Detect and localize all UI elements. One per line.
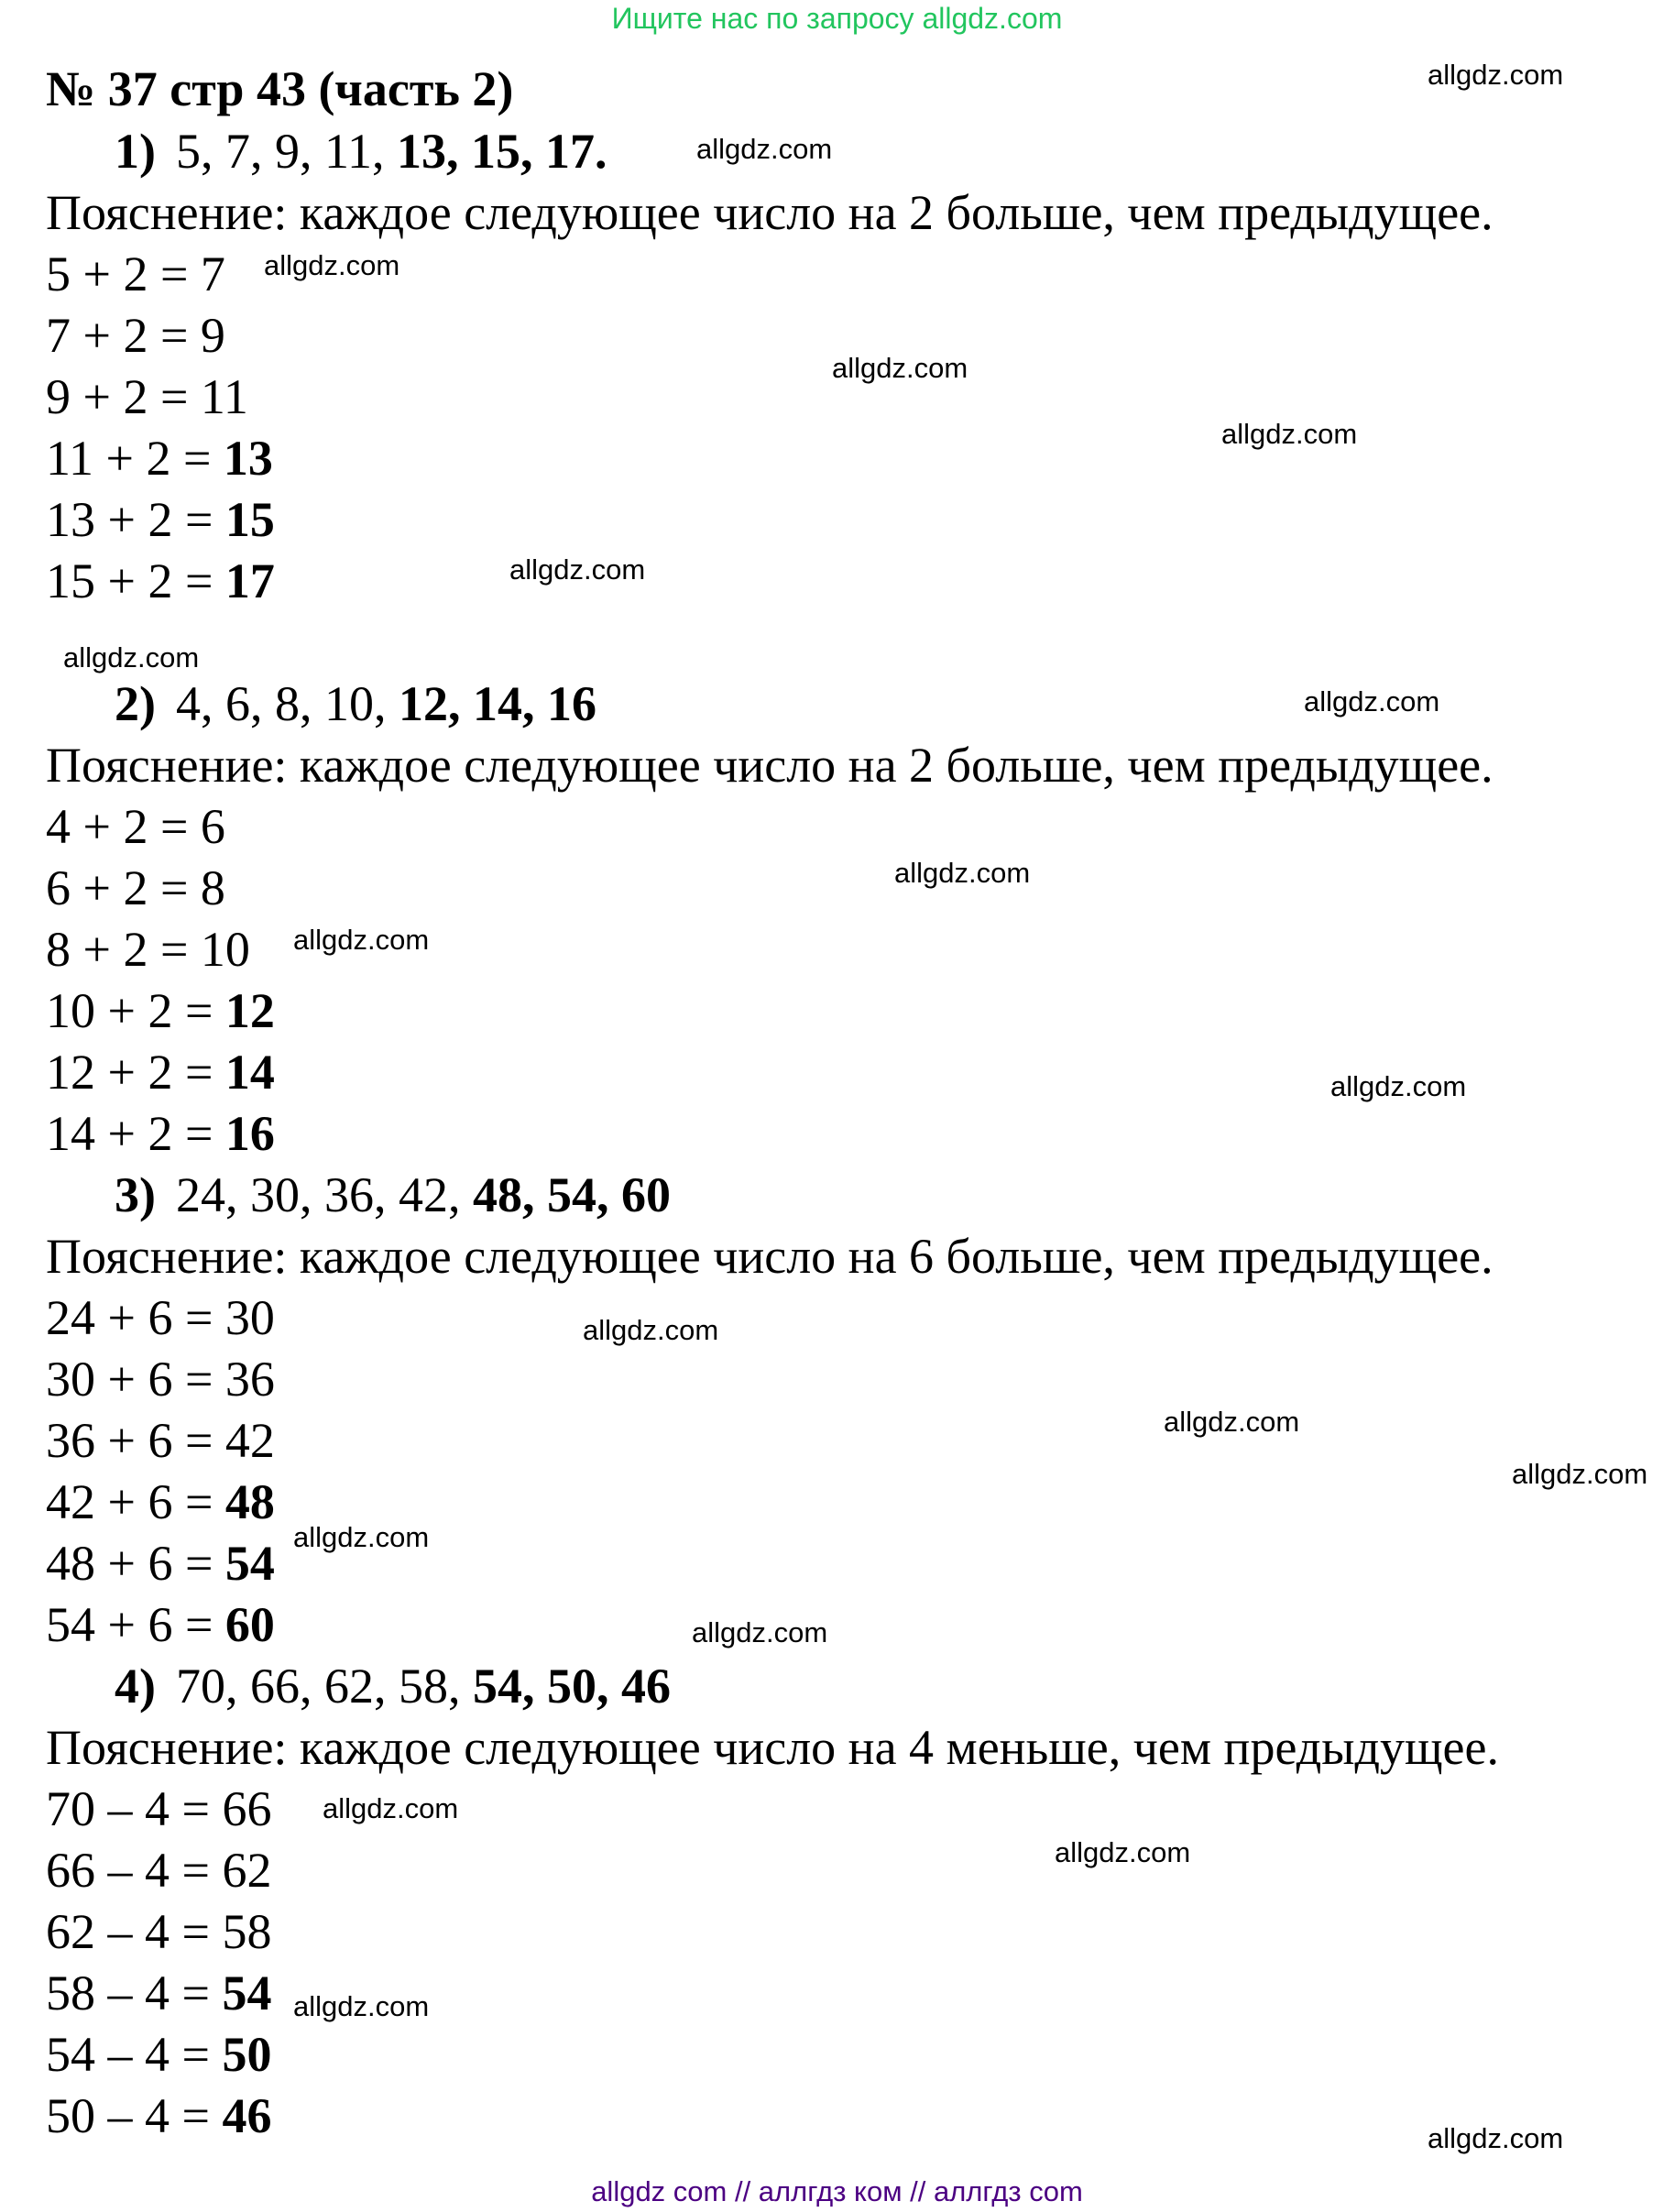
watermark: allgdz.com: [894, 857, 1031, 889]
watermark: allgdz.com: [696, 133, 833, 165]
equation-line: 48 + 6 = 54: [46, 1536, 275, 1591]
given-sequence: 70, 66, 62, 58,: [175, 1659, 461, 1714]
equation-line: 13 + 2 = 15: [46, 492, 275, 547]
equation-line: 7 + 2 = 9: [46, 308, 225, 363]
section-3-heading: [115, 1163, 671, 1227]
equation-line: 42 + 6 = 48: [46, 1474, 275, 1529]
watermark: allgdz.com: [583, 1314, 719, 1346]
watermark: allgdz.com: [293, 1521, 430, 1553]
watermark: allgdz.com: [1428, 59, 1564, 91]
watermark: allgdz.com: [1330, 1070, 1467, 1102]
section-number: 2): [115, 676, 156, 731]
equation-line: 9 + 2 = 11: [46, 369, 248, 424]
equation-line: 10 + 2 = 12: [46, 983, 275, 1038]
watermark: allgdz.com: [1164, 1406, 1300, 1438]
watermark: allgdz.com: [1428, 2122, 1564, 2154]
answer-sequence: 54, 50, 46: [472, 1659, 671, 1714]
equation-line: 8 + 2 = 10: [46, 922, 250, 977]
watermark: allgdz.com: [1304, 685, 1440, 717]
equation-line: 70 – 4 = 66: [46, 1781, 272, 1836]
section-number: 3): [115, 1167, 156, 1222]
equation-line: 66 – 4 = 62: [46, 1843, 272, 1898]
top-banner-link[interactable]: Ищите нас по запросу allgdz.com: [611, 2, 1063, 35]
explanation: Пояснение: каждое следующее число на 2 больше, чем предыдущее.: [46, 185, 1493, 240]
equation-line: 14 + 2 = 16: [46, 1106, 275, 1161]
section-4-heading: [115, 1654, 671, 1718]
page-title: № 37 стр 43 (часть 2): [46, 61, 514, 116]
watermark: allgdz.com: [832, 352, 968, 384]
explanation: Пояснение: каждое следующее число на 6 больше, чем предыдущее.: [46, 1229, 1493, 1284]
watermark: allgdz.com: [1221, 418, 1358, 450]
equation-line: 54 – 4 = 50: [46, 2027, 272, 2082]
answer-sequence: 13, 15, 17.: [396, 124, 607, 179]
watermark: allgdz.com: [63, 641, 200, 673]
section-number: 4): [115, 1659, 156, 1714]
equation-line: 15 + 2 = 17: [46, 553, 275, 608]
equation-line: 58 – 4 = 54: [46, 1966, 272, 2020]
watermark: allgdz.com: [293, 1990, 430, 2022]
section-number: 1): [115, 124, 156, 179]
equation-line: 12 + 2 = 14: [46, 1045, 275, 1100]
explanation: Пояснение: каждое следующее число на 2 больше, чем предыдущее.: [46, 738, 1493, 793]
section-2-heading: [115, 672, 596, 736]
equation-line: 50 – 4 = 46: [46, 2088, 272, 2143]
section-1-heading: [115, 119, 607, 183]
equation-line: 54 + 6 = 60: [46, 1597, 275, 1652]
answer-sequence: 48, 54, 60: [472, 1167, 671, 1222]
equation-line: 36 + 6 = 42: [46, 1413, 275, 1468]
equation-line: 30 + 6 = 36: [46, 1352, 275, 1407]
watermark: allgdz.com: [293, 924, 430, 956]
answer-sequence: 12, 14, 16: [398, 676, 596, 731]
watermark: allgdz.com: [1512, 1458, 1648, 1490]
equation-line: 62 – 4 = 58: [46, 1904, 272, 1959]
watermark: allgdz.com: [323, 1792, 459, 1824]
given-sequence: 4, 6, 8, 10,: [175, 676, 387, 731]
given-sequence: 24, 30, 36, 42,: [175, 1167, 461, 1222]
given-sequence: 5, 7, 9, 11,: [175, 124, 385, 179]
watermark: allgdz.com: [692, 1616, 828, 1648]
equation-line: 4 + 2 = 6: [46, 799, 225, 854]
equation-line: 5 + 2 = 7: [46, 246, 225, 301]
footer-links[interactable]: allgdz com // аллгдз ком // аллгдз com: [591, 2175, 1083, 2207]
watermark: allgdz.com: [264, 249, 400, 281]
equation-line: 24 + 6 = 30: [46, 1290, 275, 1345]
watermark: allgdz.com: [1055, 1836, 1191, 1868]
equation-line: 6 + 2 = 8: [46, 860, 225, 915]
explanation: Пояснение: каждое следующее число на 4 меньше, чем предыдущее.: [46, 1720, 1499, 1775]
equation-line: 11 + 2 = 13: [46, 431, 273, 486]
watermark: allgdz.com: [509, 553, 646, 586]
